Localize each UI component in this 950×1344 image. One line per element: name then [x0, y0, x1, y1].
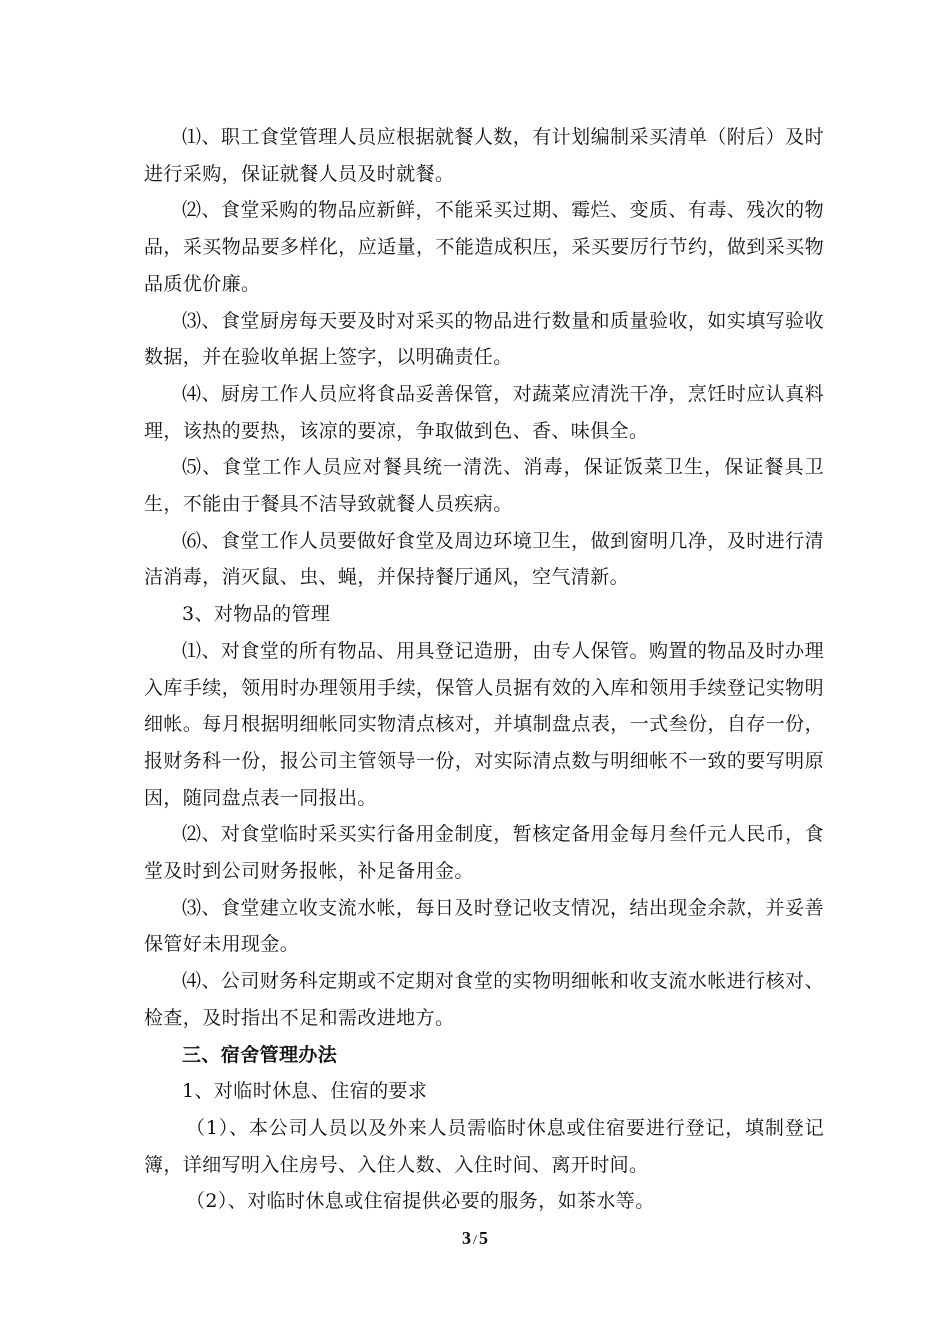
subheading-temporary-stay: 1、对临时休息、住宿的要求 — [182, 1080, 428, 1103]
current-page-number: 3 — [462, 1228, 472, 1248]
paragraph-canteen-purchase-plan: ⑴、职工食堂管理人员应根据就餐人数，有计划编制采买清单（附后）及时进行采购，保证就餐人员及时就餐。 — [144, 126, 824, 185]
document-body — [144, 119, 824, 1220]
page-number-separator: / — [473, 1233, 477, 1248]
paragraph-food-storage: ⑷、厨房工作人员应将食品妥善保管，对蔬菜应清洗干净，烹饪时应认真料理，该热的要热，该凉的要凉，争取做到色、香、味俱全。 — [144, 382, 824, 442]
total-page-count: 5 — [478, 1228, 488, 1248]
paragraph-cash-ledger: ⑶、食堂建立收支流水帐，每日及时登记收支情况，结出现金余款，并妥善保管好未用现金。 — [144, 896, 824, 956]
page-number-footer — [0, 1228, 950, 1249]
paragraph-stay-service: （2）、对临时休息或住宿提供必要的服务，如茶水等。 — [186, 1190, 655, 1213]
paragraph-petty-cash: ⑵、对食堂临时采买实行备用金制度，暂核定备用金每月叁仟元人民币，食堂及时到公司财务报帐，补足备用金。 — [144, 823, 824, 883]
paragraph-goods-register: ⑴、对食堂的所有物品、用具登记造册，由专人保管。购置的物品及时办理入库手续，领用时办理领用手续，保管人员据有效的入库和领用手续登记实物明细帐。每月根据明细帐同实物清点核对，并填制盘点表，一式叁份，自存一份，报财务科一份，报公司主管领导一份，对实际清点数与明细帐不一致的要写明原因，随同盘点表一同报出。 — [144, 639, 824, 809]
paragraph-finance-audit: ⑷、公司财务科定期或不定期对食堂的实物明细帐和收支流水帐进行核对、检查，及时指出不足和需改进地方。 — [144, 970, 824, 1029]
paragraph-environment-hygiene: ⑹、食堂工作人员要做好食堂及周边环境卫生，做到窗明几净，及时进行清洁消毒，消灭鼠、虫、蝇，并保持餐厅通风，空气清新。 — [144, 529, 824, 589]
paragraph-kitchen-inspection: ⑶、食堂厨房每天要及时对采买的物品进行数量和质量验收，如实填写验收数据，并在验收单据上签字，以明确责任。 — [144, 309, 824, 369]
paragraph-stay-registration: （1）、本公司人员以及外来人员需临时休息或住宿要进行登记，填制登记簿，详细写明入住房号、入住人数、入住时间、离开时间。 — [144, 1116, 824, 1176]
paragraph-tableware-cleaning: ⑸、食堂工作人员应对餐具统一清洗、消毒，保证饭菜卫生，保证餐具卫生，不能由于餐具不洁导致就餐人员疾病。 — [144, 456, 824, 516]
paragraph-canteen-fresh-goods: ⑵、食堂采购的物品应新鲜，不能采买过期、霉烂、变质、有毒、残次的物品，采买物品要多样化，应适量，不能造成积压，采买要厉行节约，做到采买物品质优价廉。 — [144, 199, 824, 295]
section-heading-dormitory: 三、宿舍管理办法 — [182, 1043, 338, 1066]
subheading-goods-management: 3、对物品的管理 — [182, 603, 331, 626]
